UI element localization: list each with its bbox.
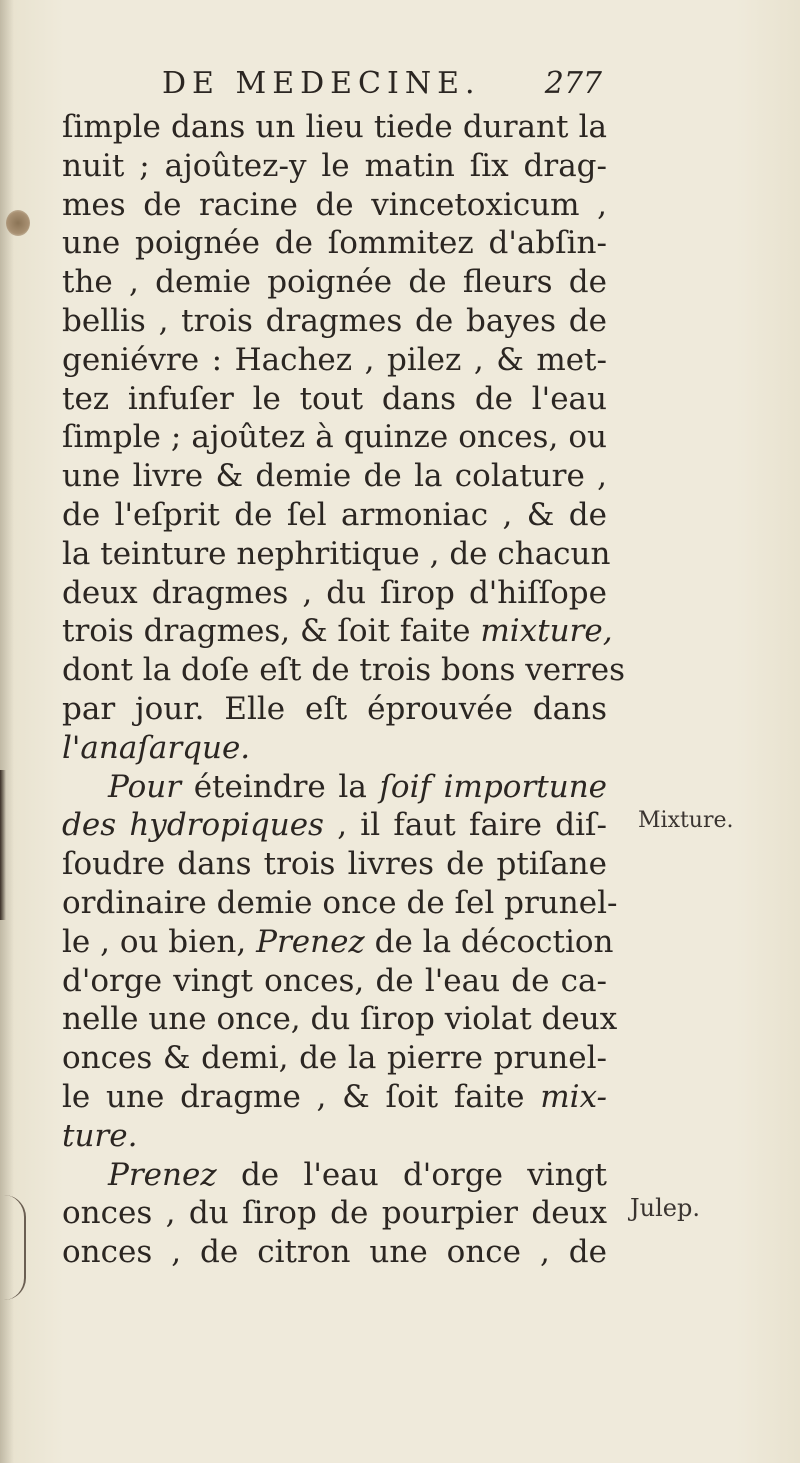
text-line: une livre & demie de la colature , — [62, 458, 607, 495]
text-line — [62, 1117, 607, 1156]
text-line: onces , de citron une once , de — [62, 1234, 607, 1271]
text-line: deux dragmes , du ſirop d'hiſſope — [62, 574, 607, 611]
text-line: Prenez de l'eau d'orge vingt — [108, 1156, 607, 1193]
text-line: ordinaire demie once de ſel prunel- — [62, 884, 618, 921]
running-head-title: DE MEDECINE. — [162, 66, 481, 101]
text-line: mes de racine de vincetoxicum , — [62, 186, 607, 223]
margin-note-mixture: Mixture. — [638, 808, 734, 833]
italic-term: mix- — [540, 1078, 607, 1115]
page-number: 277 — [544, 66, 602, 101]
text-line: Pour éteindre la ſoif importune — [108, 768, 607, 805]
ink-stain — [6, 210, 30, 236]
text-line: onces , du ſirop de pourpier deux — [62, 1195, 607, 1232]
italic-term: l'anaſarque. — [62, 729, 251, 766]
text-line: le une dragme , & ſoit faite mix- — [62, 1078, 607, 1115]
text-line: bellis , trois dragmes de bayes de — [62, 302, 607, 339]
text-line: nelle une once, du ſirop violat deux — [62, 1001, 618, 1038]
page-edge-bracket — [4, 1195, 26, 1300]
text-line: la teinture nephritique , de chacun — [62, 535, 611, 572]
running-head — [62, 66, 602, 110]
text-line — [62, 729, 607, 768]
italic-term: mixture, — [480, 613, 613, 650]
margin-note-julep: Julep. — [630, 1194, 700, 1222]
text-line: the , demie poignée de fleurs de — [62, 264, 607, 301]
text-line: ſimple dans un lieu tiede durant la — [62, 109, 607, 145]
text-line: trois dragmes, & ſoit faite mixture, — [62, 613, 613, 650]
text-line: des hydropiques , il faut faire diſ- — [62, 807, 607, 844]
text-line: le , ou bien, Prenez de la décoction — [62, 923, 614, 960]
text-line: geniévre : Hachez , pilez , & met- — [62, 341, 607, 378]
text-line: tez infuſer le tout dans de l'eau — [62, 380, 607, 417]
page-edge-mark — [0, 770, 6, 920]
text-line: onces & demi, de la pierre prunel- — [62, 1040, 607, 1077]
text-line: dont la doſe eſt de trois bons verres — [62, 652, 625, 689]
italic-term: Prenez — [256, 923, 365, 960]
text-line: une poignée de ſommitez d'abſin- — [62, 225, 607, 262]
italic-term: ſoif importune — [379, 768, 607, 805]
text-line: d'orge vingt onces, de l'eau de ca- — [62, 962, 607, 999]
body-text — [62, 108, 625, 1272]
text-line: ſoudre dans trois livres de ptiſane — [62, 846, 607, 883]
text-line: nuit ; ajoûtez-y le matin ſix drag- — [62, 147, 607, 184]
text-line: par jour. Elle eſt éprouvée dans — [62, 690, 607, 727]
text-line: de l'eſprit de ſel armoniac , & de — [62, 496, 607, 533]
text-line: ſimple ; ajoûtez à quinze onces, ou — [62, 419, 607, 456]
italic-term: ture. — [62, 1117, 138, 1154]
